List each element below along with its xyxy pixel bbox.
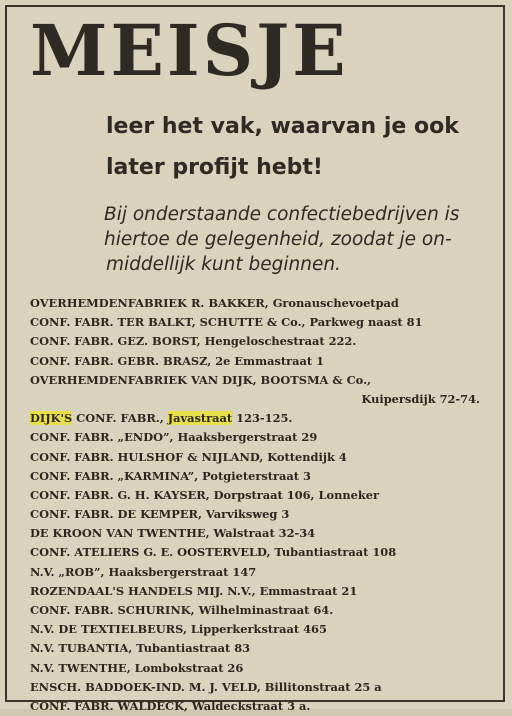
company-item: CONF. FABR. SCHURINK, Wilhelminastraat 64. (30, 603, 334, 617)
company-item: CONF. FABR. „ENDO”, Haaksbergerstraat 29 (30, 430, 318, 445)
company-list (30, 294, 500, 716)
company-item: CONF. FABR. GEBR. BRASZ, 2e Emmastraat 1 (30, 353, 325, 368)
company-item: N.V. DE TEXTIELBEURS, Lipperkerkstraat 465 (30, 622, 327, 637)
subline-1: leer het vak, waarvan je ook (106, 114, 459, 139)
company-item: DE KROON VAN TWENTHE, Walstraat 32-34 (30, 526, 316, 541)
company-item: OVERHEMDENFABRIEK R. BAKKER, Gronauschevoetpad (30, 296, 399, 310)
company-item: CONF. FABR. WALDECK, Waldeckstraat 3 a. (30, 698, 311, 713)
company-item: CONF. FABR. „KARMINA”, Potgieterstraat 3 (30, 468, 311, 483)
highlight-street: Javastraat (167, 411, 233, 426)
company-item: ENSCH. BADDOEK-IND. M. J. VELD, Billitonstraat 25 a (30, 679, 382, 694)
highlight-number: 123-125. (232, 411, 293, 426)
company-item: N.V. TUBANTIA, Tubantiastraat 83 (30, 641, 251, 656)
company-item: N.V. TWENTHE, Lombokstraat 26 (30, 660, 244, 675)
intro-line-1: Bij onderstaande confectiebedrijven is (104, 204, 460, 225)
company-item: OVERHEMDENFABRIEK VAN DIJK, BOOTSMA & Co., (30, 372, 371, 387)
company-item-highlighted (30, 409, 500, 428)
highlight-name: DIJK'S (30, 411, 73, 426)
subline-2: later profijt hebt! (106, 155, 323, 180)
company-item: CONF. FABR. GEZ. BORST, Hengeloschestraat 222. (30, 334, 357, 349)
intro-line-2: hiertoe de gelegenheid, zoodat je on- (104, 229, 452, 250)
highlight-text: CONF. FABR., (72, 411, 168, 426)
company-item: N.V. „ROB”, Haaksbergerstraat 147 (30, 564, 257, 579)
company-item: CONF. FABR. G. H. KAYSER, Dorpstraat 106, Lonneker (30, 487, 380, 502)
company-item: CONF. ATELIERS G. E. OOSTERVELD, Tubantiastraat 108 (30, 545, 397, 560)
headline: MEISJE (30, 9, 349, 92)
company-item: CONF. FABR. HULSHOF & NIJLAND, Kottendijk 4 (30, 449, 347, 464)
company-item: CONF. FABR. TER BALKT, SCHUTTE & Co., Parkweg naast 81 (30, 315, 423, 330)
company-item-continuation: Kuipersdijk 72-74. (361, 391, 480, 406)
intro-line-3: middellijk kunt beginnen. (106, 254, 341, 275)
company-item: ROZENDAAL'S HANDELS MIJ. N.V., Emmastraat 21 (30, 583, 358, 598)
intro-text (104, 202, 494, 277)
company-item: CONF. FABR. DE KEMPER, Varviksweg 3 (30, 507, 290, 522)
